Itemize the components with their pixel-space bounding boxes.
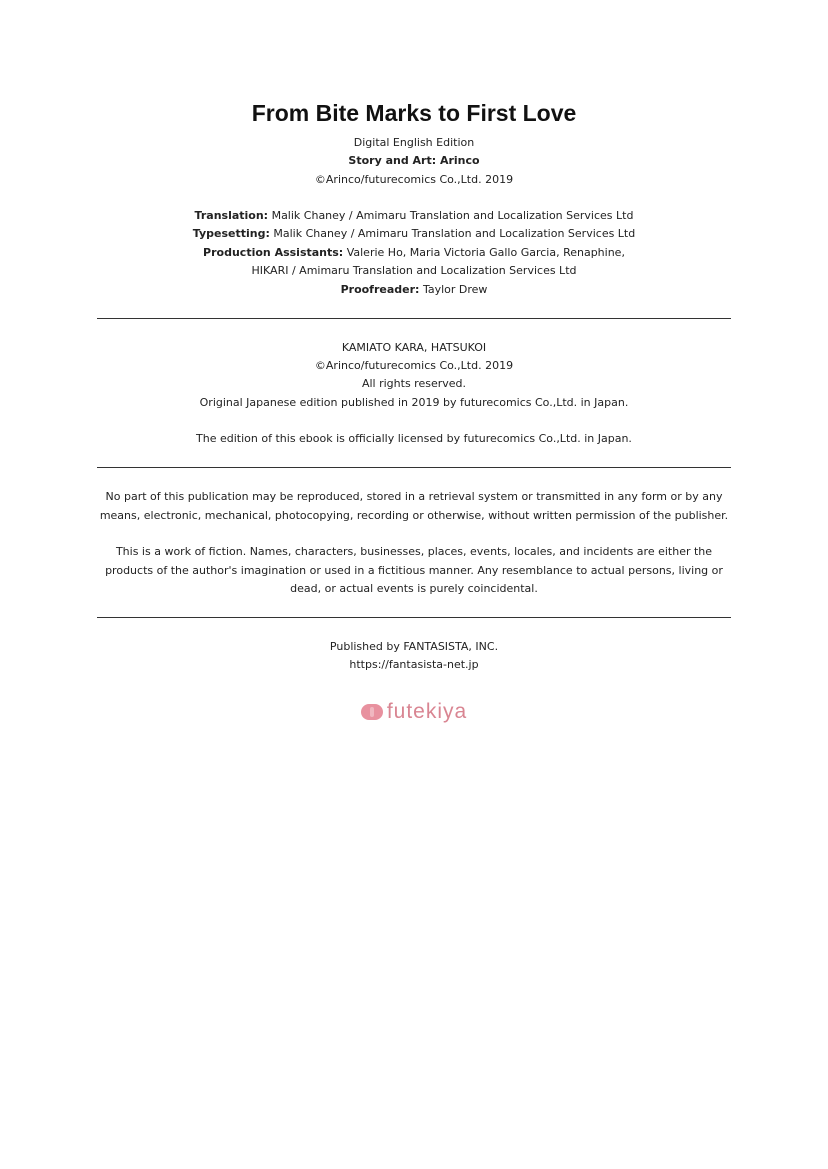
book-title: From Bite Marks to First Love bbox=[251, 100, 577, 126]
text-line: products of the author's imagination or used in a fictitious manner. Any resemblance to actual persons, living or bbox=[105, 563, 723, 577]
divider bbox=[97, 467, 731, 468]
credit-label: Proofreader: bbox=[340, 283, 420, 296]
license-note: The edition of this ebook is officially licensed by futurecomics Co.,Ltd. in Japan. bbox=[196, 432, 632, 445]
credit-translation bbox=[0, 207, 828, 225]
header-copyright: ©Arinco/futurecomics Co.,Ltd. 2019 bbox=[314, 173, 514, 186]
credit-production-assistants bbox=[0, 244, 828, 262]
original-copyright: ©Arinco/futurecomics Co.,Ltd. 2019 bbox=[314, 359, 514, 372]
published-by: Published by FANTASISTA, INC. bbox=[329, 640, 499, 653]
logo-mark-icon bbox=[361, 704, 383, 720]
credit-value: Malik Chaney / Amimaru Translation and Localization Services Ltd bbox=[273, 227, 636, 240]
credit-typesetting bbox=[0, 225, 828, 243]
credit-production-assistants-cont bbox=[0, 262, 828, 280]
credit-value: Malik Chaney / Amimaru Translation and Localization Services Ltd bbox=[271, 209, 634, 222]
logo-text: futekiya bbox=[386, 700, 468, 723]
text-line: means, electronic, mechanical, photocopying, recording or otherwise, without written permission of the publisher. bbox=[99, 508, 729, 522]
futekiya-logo bbox=[0, 700, 828, 724]
credit-value: Valerie Ho, Maria Victoria Gallo Garcia, Renaphine, bbox=[346, 246, 625, 259]
credit-label: Typesetting: bbox=[192, 227, 270, 240]
text-line: This is a work of fiction. Names, characters, businesses, places, events, locales, and incidents are either the bbox=[115, 545, 713, 558]
rights-reserved: All rights reserved. bbox=[361, 377, 467, 390]
credit-value: HIKARI / Amimaru Translation and Localization Services Ltd bbox=[251, 264, 577, 277]
publisher-url[interactable]: https://fantasista-net.jp bbox=[349, 658, 479, 671]
fiction-notice bbox=[97, 543, 731, 599]
reproduction-notice bbox=[97, 488, 731, 525]
credit-label: Translation: bbox=[194, 209, 269, 222]
text-line: No part of this publication may be reproduced, stored in a retrieval system or transmitted in any form or by any bbox=[105, 490, 723, 503]
original-edition-note: Original Japanese edition published in 2019 by futurecomics Co.,Ltd. in Japan. bbox=[199, 396, 629, 409]
credit-value: Taylor Drew bbox=[422, 283, 488, 296]
divider bbox=[97, 617, 731, 618]
credit-label: Production Assistants: bbox=[203, 246, 344, 259]
original-title: KAMIATO KARA, HATSUKOI bbox=[341, 341, 487, 354]
credit-proofreader bbox=[0, 281, 828, 299]
story-art-credit: Story and Art: Arinco bbox=[348, 154, 480, 167]
divider bbox=[97, 318, 731, 319]
text-line: dead, or actual events is purely coincidental. bbox=[290, 582, 538, 595]
edition-text: Digital English Edition bbox=[353, 136, 475, 149]
